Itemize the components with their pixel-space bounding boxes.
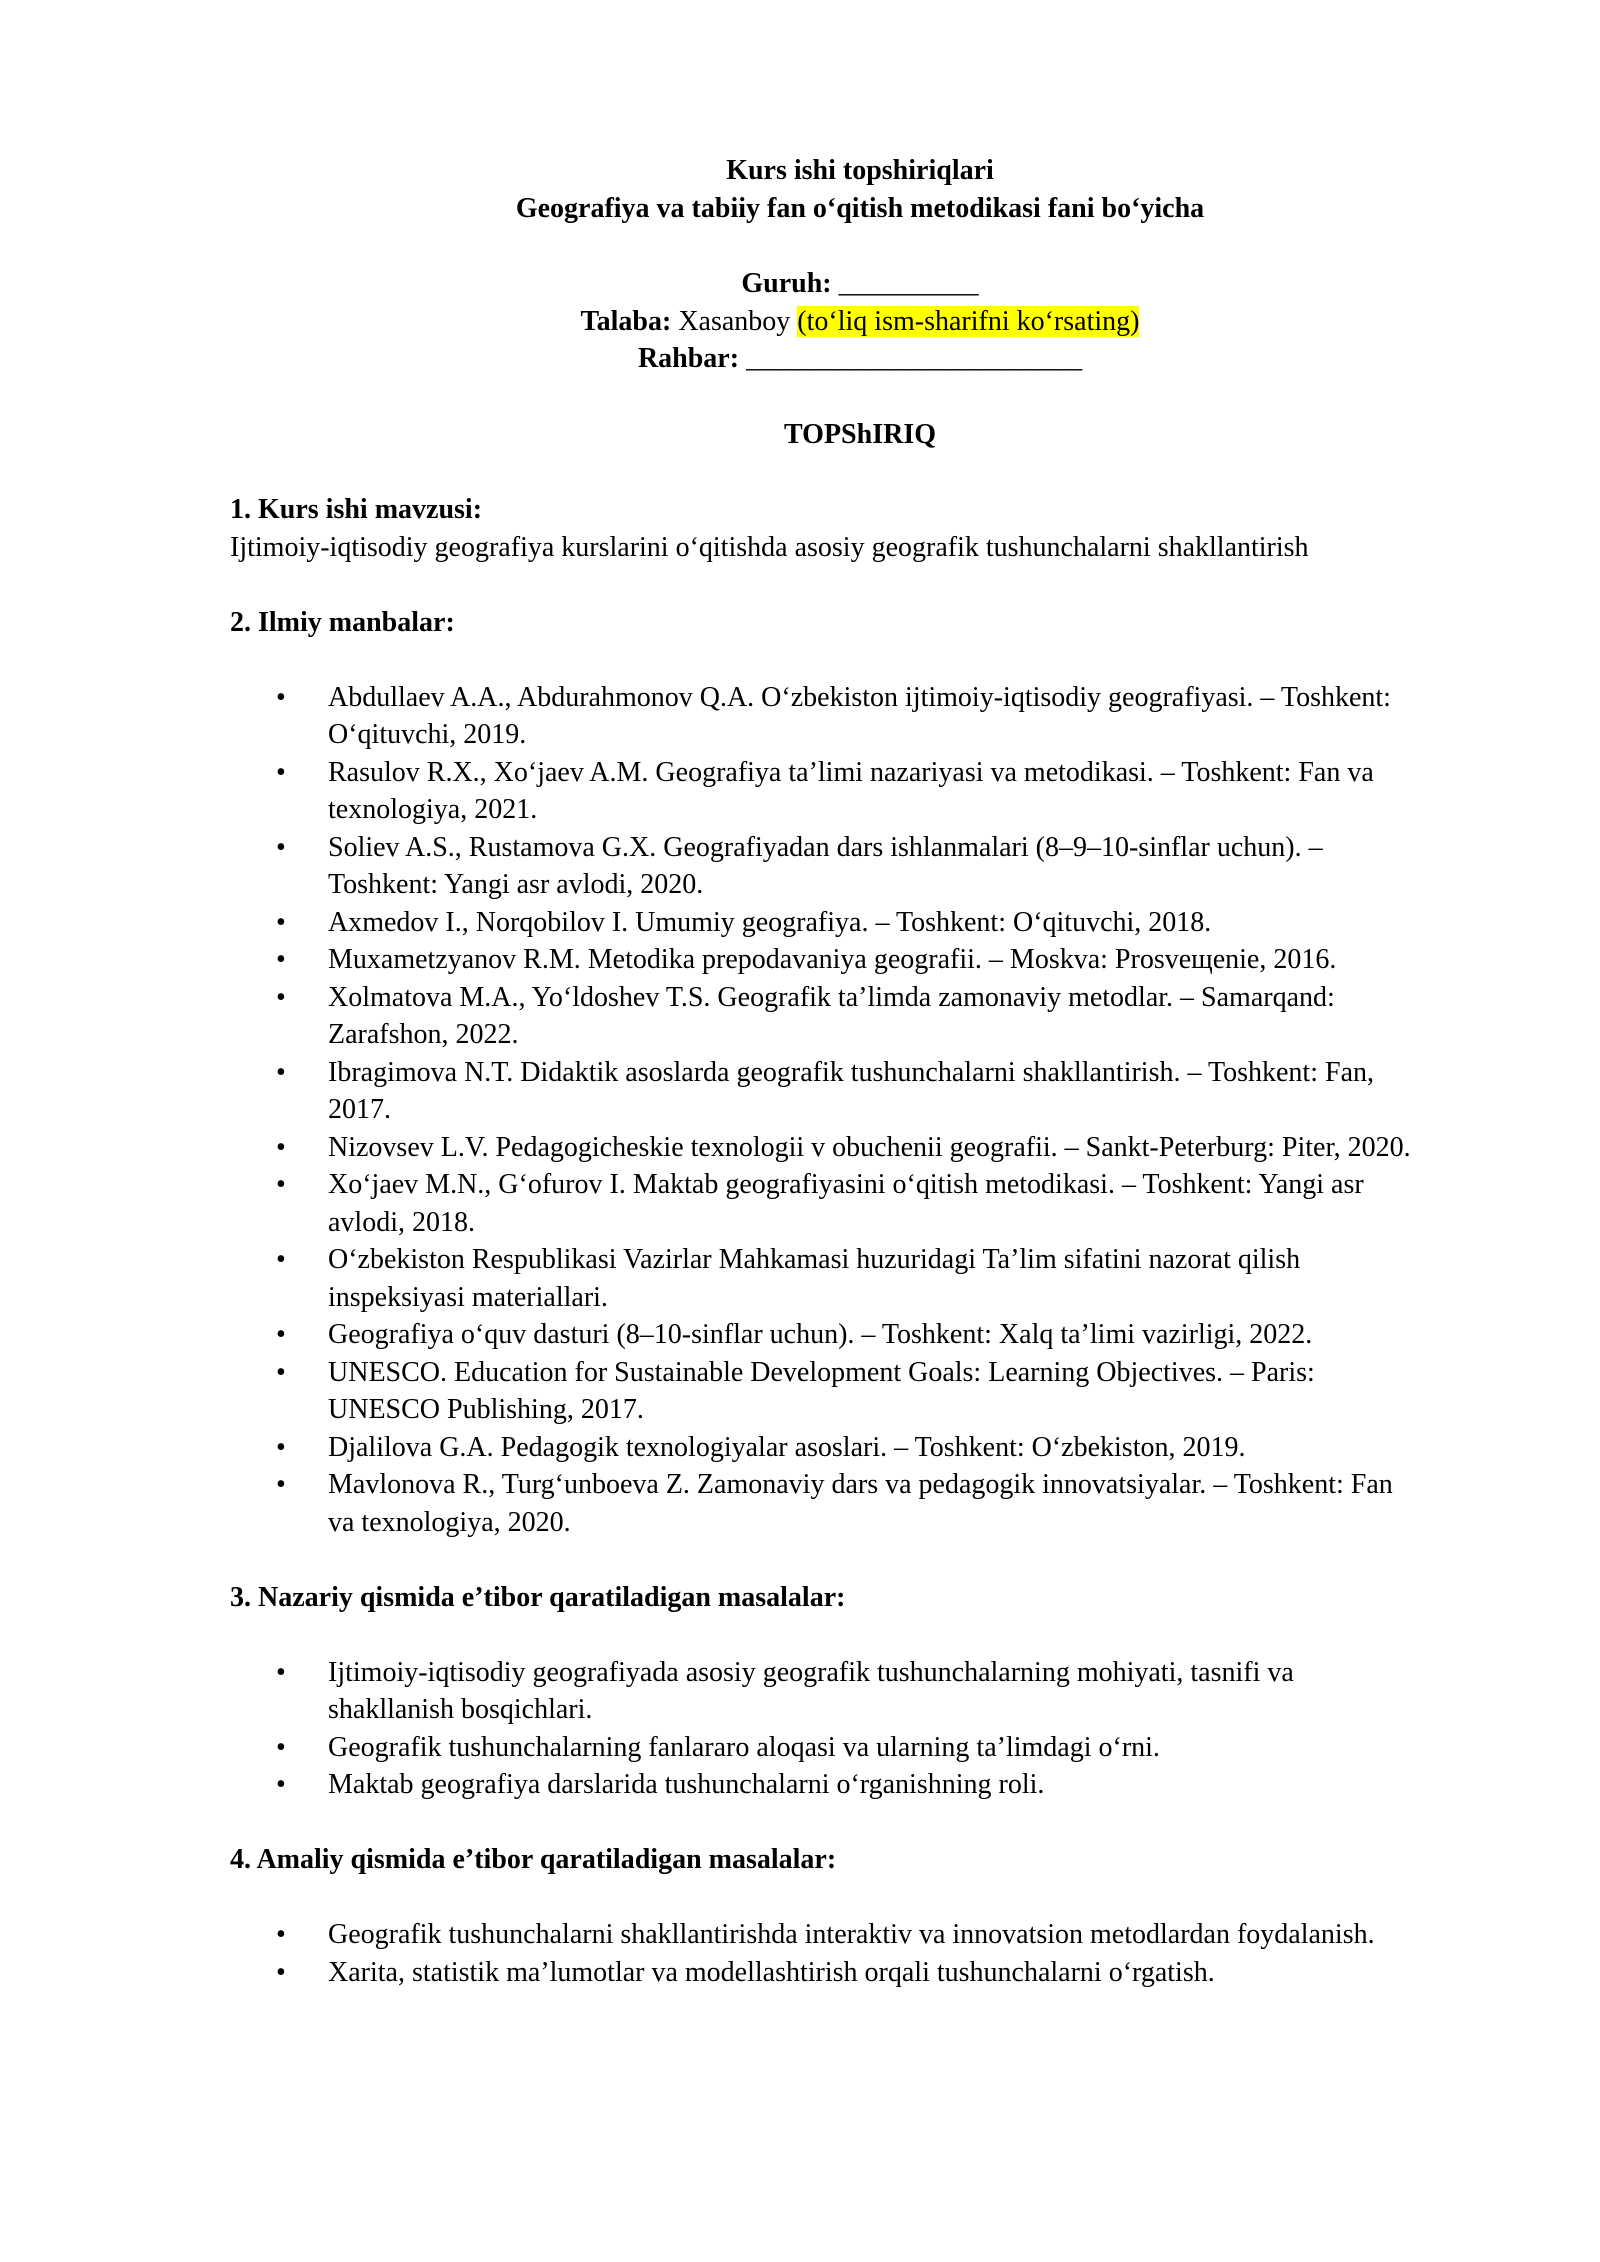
list-item-text: Muxametzyanov R.M. Metodika prepodavaniya geografii. – Moskva: Prosveщenie, 2016. <box>328 944 1337 975</box>
list-item <box>230 1654 1418 1729</box>
section-sources <box>230 604 1480 1542</box>
list-item <box>230 979 1418 1054</box>
list-item-text: Geografik tushunchalarning fanlararo aloqasi va ularning ta’limdagi o‘rni. <box>328 1731 1160 1763</box>
section-heading: 1. Kurs ishi mavzusi: <box>230 494 483 525</box>
bullet-icon: • <box>276 1131 286 1163</box>
list-item-text: Ibragimova N.T. Didaktik asoslarda geografik tushunchalarni shakllantirish. – Toshkent: Fan, 2017. <box>328 1056 1374 1125</box>
list-item-text: Geografik tushunchalarni shakllantirishda interaktiv va innovatsion metodlardan foydalanish. <box>328 1919 1375 1950</box>
list-item <box>230 1766 1418 1804</box>
list-item <box>230 1729 1418 1767</box>
sources-list <box>230 679 1480 1542</box>
list-item <box>230 679 1418 754</box>
list-item <box>230 1429 1418 1467</box>
list-item <box>230 754 1418 829</box>
list-item-text: Rasulov R.X., Xo‘jaev A.M. Geografiya ta’limi nazariyasi va metodikasi. – Toshkent: Fan va texnologiya, 2021. <box>328 756 1374 825</box>
list-item <box>230 1316 1418 1354</box>
bullet-icon: • <box>276 1656 286 1688</box>
group-value: __________ <box>838 268 979 299</box>
document-title: Kurs ishi topshiriqlari <box>726 155 994 186</box>
bullet-icon: • <box>276 1431 286 1463</box>
topic-text: Ijtimoiy-iqtisodiy geografiya kurslarini o‘qitishda asosiy geografik tushunchalarni shakllantirish <box>230 531 1309 563</box>
group-label: Guruh: <box>741 268 832 299</box>
spacer <box>230 1879 1480 1917</box>
bullet-icon: • <box>276 831 286 863</box>
list-item-text: Axmedov I., Norqobilov I. Umumiy geografiya. – Toshkent: O‘qituvchi, 2018. <box>328 906 1212 938</box>
student-value: Xasanboy <box>678 305 791 337</box>
supervisor-label: Rahbar: <box>637 343 740 374</box>
bullet-icon: • <box>276 756 286 788</box>
student-note-highlight: (to‘liq ism-sharifni ko‘rsating) <box>797 305 1140 337</box>
list-item <box>230 1241 1418 1316</box>
section-theory <box>230 1579 1480 1804</box>
list-item-text: Ijtimoiy-iqtisodiy geografiyada asosiy geografik tushunchalarning mohiyati, tasnifi va shakllanish bosqichlari. <box>328 1656 1294 1725</box>
bullet-icon: • <box>276 944 286 975</box>
list-item <box>230 1166 1418 1241</box>
spacer <box>230 1541 1480 1579</box>
spacer <box>230 1804 1480 1842</box>
bullet-icon: • <box>276 1244 286 1275</box>
list-item-text: Nizovsev L.V. Pedagogicheskie texnologii v obuchenii geografii. – Sankt-Peterburg: Piter, 2020. <box>328 1131 1411 1163</box>
bullet-icon: • <box>276 1731 286 1763</box>
list-item-text: Mavlonova R., Turg‘unboeva Z. Zamonaviy dars va pedagogik innovatsiyalar. – Toshkent: Fan va texnologiya, 2020. <box>328 1469 1393 1538</box>
spacer <box>230 566 1480 604</box>
theory-list <box>230 1654 1480 1804</box>
section-heading: 4. Amaliy qismida e’tibor qaratiladigan masalalar: <box>230 1844 837 1875</box>
bullet-icon: • <box>276 1356 286 1388</box>
group-line <box>230 265 1490 303</box>
list-item <box>230 1129 1418 1167</box>
section-heading: 2. Ilmiy manbalar: <box>230 606 455 638</box>
list-item <box>230 1054 1418 1129</box>
list-item-text: Soliev A.S., Rustamova G.X. Geografiyadan dars ishlanmalari (8–9–10-sinflar uchun). – Toshkent: Yangi asr avlodi, 2020. <box>328 831 1323 900</box>
bullet-icon: • <box>276 1919 286 1950</box>
list-item <box>230 941 1418 979</box>
list-item-text: Geografiya o‘quv dasturi (8–10-sinflar uchun). – Toshkent: Xalq ta’limi vazirligi, 2022. <box>328 1319 1313 1350</box>
section-topic <box>230 491 1480 566</box>
list-item-text: Djalilova G.A. Pedagogik texnologiyalar asoslari. – Toshkent: O‘zbekiston, 2019. <box>328 1431 1246 1463</box>
bullet-icon: • <box>276 1769 286 1800</box>
list-item-text: Maktab geografiya darslarida tushunchalarni o‘rganishning roli. <box>328 1769 1045 1800</box>
supervisor-line <box>230 340 1490 378</box>
section-practice <box>230 1841 1480 1991</box>
bullet-icon: • <box>276 906 286 938</box>
list-item-text: Xolmatova M.A., Yo‘ldoshev T.S. Geografik ta’limda zamonaviy metodlar. – Samarqand: Zarafshon, 2022. <box>328 981 1335 1050</box>
list-item <box>230 904 1418 942</box>
bullet-icon: • <box>276 1956 286 1988</box>
task-title: TOPShIRIQ <box>784 418 936 450</box>
list-item <box>230 1954 1418 1992</box>
list-item-text: Xarita, statistik ma’lumotlar va modellashtirish orqali tushunchalarni o‘rgatish. <box>328 1956 1215 1988</box>
list-item-text: Xo‘jaev M.N., G‘ofurov I. Maktab geografiyasini o‘qitish metodikasi. – Toshkent: Yangi asr avlodi, 2018. <box>328 1169 1364 1238</box>
student-line <box>230 303 1490 341</box>
list-item <box>230 1466 1418 1541</box>
supervisor-value: ________________________ <box>746 343 1083 374</box>
practice-list <box>230 1916 1480 1991</box>
bullet-icon: • <box>276 681 286 713</box>
bullet-icon: • <box>276 1056 286 1088</box>
section-heading: 3. Nazariy qismida e’tibor qaratiladigan masalalar: <box>230 1581 846 1613</box>
spacer <box>230 1616 1480 1654</box>
list-item <box>230 1354 1418 1429</box>
bullet-icon: • <box>276 981 286 1013</box>
document-subtitle: Geografiya va tabiiy fan o‘qitish metodikasi fani bo‘yicha <box>515 192 1205 224</box>
bullet-icon: • <box>276 1169 286 1200</box>
spacer <box>230 641 1480 679</box>
bullet-icon: • <box>276 1319 286 1350</box>
list-item-text: O‘zbekiston Respublikasi Vazirlar Mahkamasi huzuridagi Ta’lim sifatini nazorat qilish inspeksiyasi materiallari. <box>328 1244 1301 1313</box>
list-item-text: UNESCO. Education for Sustainable Development Goals: Learning Objectives. – Paris: UNESCO Publishing, 2017. <box>328 1356 1315 1425</box>
bullet-icon: • <box>276 1469 286 1500</box>
list-item <box>230 829 1418 904</box>
list-item-text: Abdullaev A.A., Abdurahmonov Q.A. O‘zbekiston ijtimoiy-iqtisodiy geografiyasi. – Toshkent: O‘qituvchi, 2019. <box>328 681 1391 750</box>
student-label: Talaba: <box>580 305 672 337</box>
list-item <box>230 1916 1418 1954</box>
